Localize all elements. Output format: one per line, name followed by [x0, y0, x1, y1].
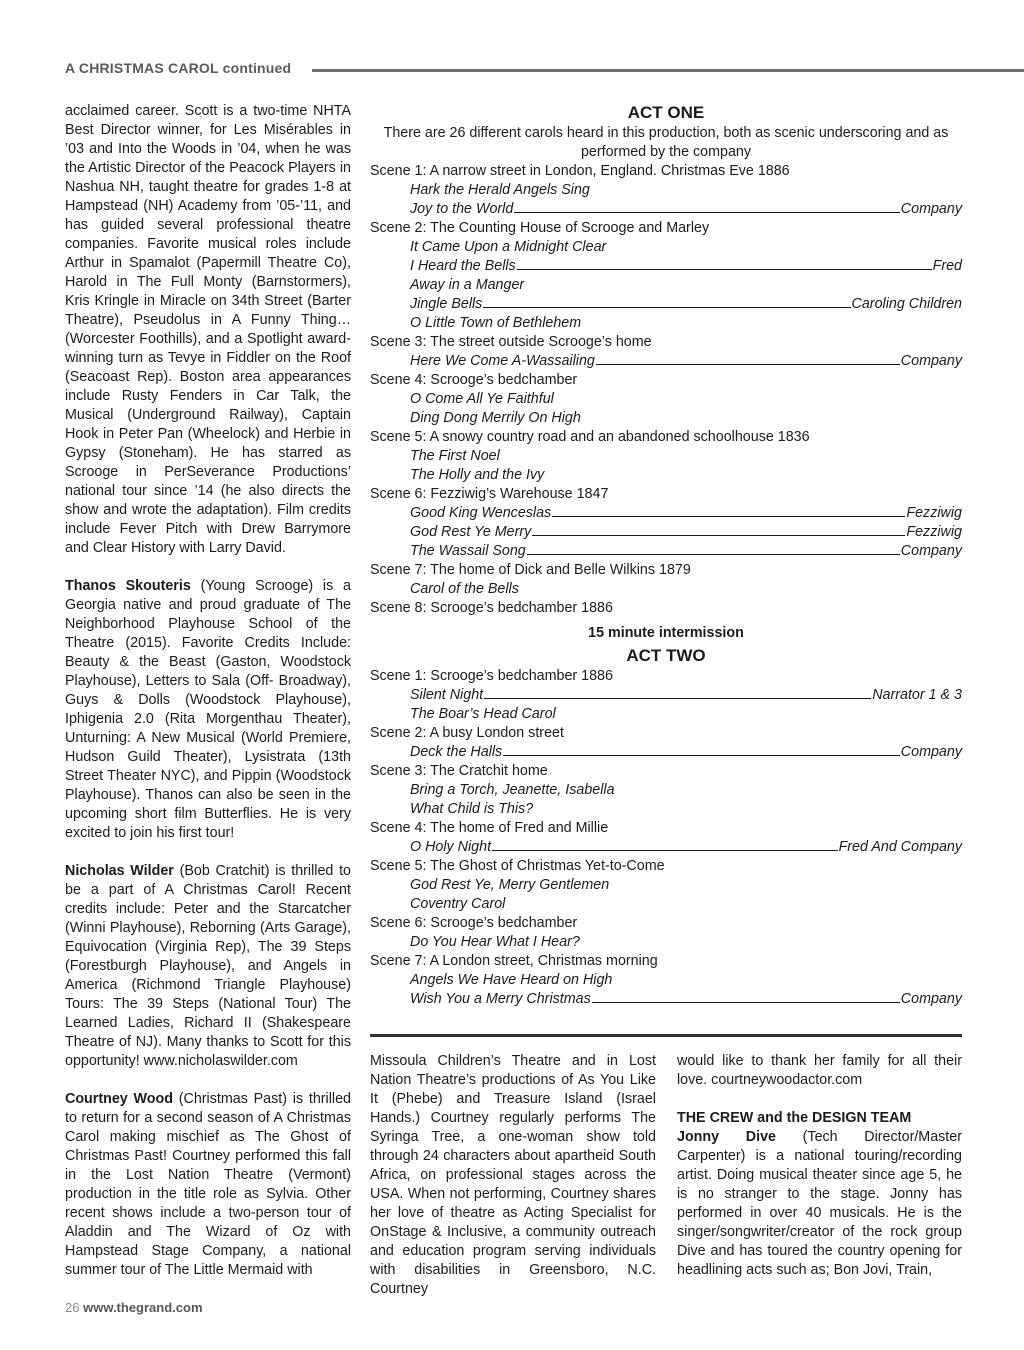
scene-heading: Scene 6: Scrooge’s bedchamber — [370, 915, 578, 931]
leader-line — [483, 307, 850, 308]
song-performer: Fezziwig — [906, 524, 962, 540]
song-performer: Caroling Children — [851, 296, 962, 312]
bio-name: Jonny Dive — [677, 1129, 776, 1145]
act-one-intro: There are 26 different carols heard in this production, both as scenic underscoring and as performed by the company — [383, 125, 949, 160]
scene-heading: Scene 8: Scrooge’s bedchamber 1886 — [370, 600, 613, 616]
song-row — [410, 409, 962, 428]
song-row — [410, 276, 962, 295]
song-row — [410, 257, 962, 276]
act-two-title: ACT TWO — [626, 646, 706, 665]
song-title: Bring a Torch, Jeanette, Isabella — [410, 782, 615, 798]
song-title: The Boar’s Head Carol — [410, 706, 556, 722]
song-row — [410, 838, 962, 857]
leader-line — [552, 516, 905, 517]
crew-heading: THE CREW and the DESIGN TEAM — [677, 1110, 912, 1126]
act-two-scene-list — [370, 667, 962, 1009]
song-title: Joy to the World — [410, 201, 514, 217]
leader-line — [492, 850, 838, 851]
middle-bio-column — [370, 1052, 656, 1318]
song-performer: Company — [900, 201, 962, 217]
song-performer: Company — [900, 744, 962, 760]
song-row — [410, 781, 962, 800]
song-row — [410, 352, 962, 371]
song-title: Coventry Carol — [410, 896, 506, 912]
song-row — [410, 200, 962, 219]
song-performer: Fred And Company — [838, 839, 962, 855]
song-title: Ding Dong Merrily On High — [410, 410, 581, 426]
scene-heading: Scene 2: A busy London street — [370, 725, 564, 741]
bio-nicholas: Nicholas Wilder (Bob Cratchit) is thrilled to be a part of A Christmas Carol! Recent credits include: Peter and the Starcatcher (Winni Playhouse), Reborning (Arts Garage), Equivocation (Virginia Rep), The 39 Steps (Forestburgh Playhouse), and Angels in America (Richmond Triangle Playhouse) Tours: The 39 Steps (National Tour) The Learned Ladies, Richard II (Shakespeare Theatre of NJ). Many thanks to Scott for this opportunity! www.nicholaswilder.com — [65, 863, 351, 1069]
page-footer — [65, 1300, 203, 1315]
song-row — [410, 295, 962, 314]
scene-heading: Scene 3: The Cratchit home — [370, 763, 548, 779]
song-title: Jingle Bells — [410, 296, 483, 312]
bio-courtney: Courtney Wood (Christmas Past) is thrilled to return for a second season of A Christmas Carol making mischief as The Ghost of Christmas Past! Courtney performed this fall in the Lost Nation Theatre (Vermont) production in the title role as Sylvia. Other recent shows include a two-person tour of Aladdin and The Wizard of Oz with Hampstead Stage Company, a national summer tour of The Little Mermaid with — [65, 1091, 351, 1278]
song-title: Here We Come A-Wassailing — [410, 353, 595, 369]
song-row — [410, 504, 962, 523]
song-row — [410, 542, 962, 561]
scene-heading: Scene 2: The Counting House of Scrooge and Marley — [370, 220, 710, 236]
song-row — [410, 800, 962, 819]
song-row — [410, 971, 962, 990]
song-title: God Rest Ye Merry — [410, 524, 532, 540]
song-title: Angels We Have Heard on High — [410, 972, 613, 988]
song-performer: Narrator 1 & 3 — [872, 687, 962, 703]
bio-scott-continued: acclaimed career. Scott is a two-time NHTA Best Director winner, for Les Misérables in ’03 and Into the Woods in ’04, when he was the Artistic Director of the Peacock Players in Nashua NH, taught theatre for grades 1-8 at Hampstead (NH) Academy from ’05-’11, and has guided several professional theatre companies. Favorite musical roles include Arthur in Spamalot (Papermill Theatre Co), Harold in The Full Monty (Barnstormers), Kris Kringle in Miracle on 34th Street (Barter Theatre), Pseudolus in A Funny Thing… (Worcester Foothills), and a Spotlight award-winning turn as Tevye in Fiddler on the Roof (Seacoast Rep). Boston area appearances include Rusty Fenders in Car Talk, the Musical (Underground Railway), Captain Hook in Peter Pan (Wheelock) and Herbie in Gypsy (Stoneham). He has starred as Scrooge in PerSeverance Productions’ national tour since ’14 (he also directs the show and wrote the adaptation). Film credits include Fever Pitch with Drew Barrymore and Clear History with Larry David. — [65, 103, 351, 556]
song-row — [410, 181, 962, 200]
leader-line — [596, 364, 900, 365]
header-title: A CHRISTMAS CAROL continued — [65, 60, 292, 76]
song-row — [410, 686, 962, 705]
act-one-scene-list — [370, 162, 962, 618]
song-row — [410, 580, 962, 599]
page-number: 26 — [65, 1300, 80, 1315]
leader-line — [517, 269, 932, 270]
song-title: The Wassail Song — [410, 543, 526, 559]
leader-line — [503, 755, 900, 756]
leader-line — [514, 212, 900, 213]
footer-website: www.thegrand.com — [83, 1300, 203, 1315]
scene-heading: Scene 1: A narrow street in London, England. Christmas Eve 1886 — [370, 163, 790, 179]
song-row — [410, 705, 962, 724]
song-performer: Fred — [932, 258, 962, 274]
song-performer: Company — [900, 991, 962, 1007]
scene-heading: Scene 6: Fezziwig’s Warehouse 1847 — [370, 486, 609, 502]
song-row — [410, 743, 962, 762]
scene-heading: Scene 1: Scrooge’s bedchamber 1886 — [370, 668, 613, 684]
scene-heading: Scene 7: The home of Dick and Belle Wilkins 1879 — [370, 562, 691, 578]
bio-jonny: Jonny Dive (Tech Director/Master Carpenter) is a national touring/recording artist. Doing musical theater since age 5, he is no stranger to the stage. Jonny has performed in over 40 musicals. He is the singer/songwriter/creator of the rock group Dive and has toured the country opening for headlining acts such as; Bon Jovi, Train, — [677, 1129, 962, 1278]
scene-heading: Scene 3: The street outside Scrooge’s home — [370, 334, 652, 350]
song-row — [410, 466, 962, 485]
scene-heading: Scene 4: The home of Fred and Millie — [370, 820, 609, 836]
song-title: Do You Hear What I Hear? — [410, 934, 580, 950]
song-title: It Came Upon a Midnight Clear — [410, 239, 607, 255]
song-title: The Holly and the Ivy — [410, 467, 545, 483]
leader-line — [527, 554, 900, 555]
song-title: God Rest Ye, Merry Gentlemen — [410, 877, 610, 893]
leader-line — [592, 1002, 900, 1003]
bio-courtney-continued: Missoula Children’s Theatre and in Lost Nation Theatre’s productions of As You Like It (Phebe) and Treasure Island (Israel Hands.) Courtney regularly performs The Syringa Tree, a one-woman show told through 24 characters about apartheid South Africa, on professional stages across the USA. When not performing, Courtney shares her love of theatre as Acting Specialist for OnStage & Inclusive, a community outreach and education program serving individuals with disabilities in Greensboro, N.C. Courtney — [370, 1053, 656, 1297]
song-title: O Little Town of Bethlehem — [410, 315, 582, 331]
act-one-title: ACT ONE — [627, 103, 705, 122]
right-bio-column — [677, 1052, 962, 1299]
bio-name: Courtney Wood — [65, 1091, 173, 1107]
left-bio-column — [65, 102, 351, 1280]
song-row — [410, 523, 962, 542]
scene-heading: Scene 7: A London street, Christmas morning — [370, 953, 658, 969]
scene-heading: Scene 4: Scrooge’s bedchamber — [370, 372, 578, 388]
scene-heading: Scene 5: A snowy country road and an abandoned schoolhouse 1836 — [370, 429, 810, 445]
song-row — [410, 314, 962, 333]
song-row — [410, 390, 962, 409]
song-performer: Company — [900, 353, 962, 369]
song-title: Silent Night — [410, 687, 484, 703]
bio-name: Nicholas Wilder — [65, 863, 174, 879]
bio-name: Thanos Skouteris — [65, 578, 191, 594]
song-row — [410, 447, 962, 466]
leader-line — [484, 698, 871, 699]
song-title: I Heard the Bells — [410, 258, 516, 274]
song-title: O Holy Night — [410, 839, 492, 855]
song-title: Wish You a Merry Christmas — [410, 991, 591, 1007]
song-row — [410, 876, 962, 895]
musical-program — [370, 102, 962, 1009]
song-title: Carol of the Bells — [410, 581, 519, 597]
bio-courtney-end: would like to thank her family for all their love. courtneywoodactor.com — [677, 1053, 962, 1088]
song-row — [410, 895, 962, 914]
song-title: Hark the Herald Angels Sing — [410, 182, 590, 198]
bio-thanos: Thanos Skouteris (Young Scrooge) is a Georgia native and proud graduate of The Neighborhood Playhouse School of the Theatre (2015). Favorite Credits Include: Beauty & the Beast (Gaston, Woodstock Playhouse), Letters to Sala (Off- Broadway), Guys & Dolls (Woodstock Playhouse), Iphigenia 2.0 (Rita Morgenthau Theater), Unturning: A New Musical (World Premiere, Hudson Guild Theater), Lysistrata (13th Street Theater NYC), and Pippin (Woodstock Playhouse). Thanos can also be seen in the upcoming short film Butterflies. He is very excited to join his first tour! — [65, 578, 351, 841]
running-header — [65, 60, 1024, 82]
program-divider — [370, 1034, 962, 1037]
song-performer: Fezziwig — [906, 505, 962, 521]
song-row — [410, 990, 962, 1009]
song-title: O Come All Ye Faithful — [410, 391, 554, 407]
scene-heading: Scene 5: The Ghost of Christmas Yet-to-Come — [370, 858, 665, 874]
song-title: The First Noel — [410, 448, 500, 464]
song-title: Good King Wenceslas — [410, 505, 552, 521]
song-row — [410, 238, 962, 257]
song-title: Deck the Halls — [410, 744, 503, 760]
leader-line — [532, 535, 905, 536]
header-rule — [312, 69, 1024, 72]
song-title: What Child is This? — [410, 801, 534, 817]
intermission-note: 15 minute intermission — [588, 625, 744, 641]
song-performer: Company — [900, 543, 962, 559]
song-title: Away in a Manger — [410, 277, 525, 293]
song-row — [410, 933, 962, 952]
